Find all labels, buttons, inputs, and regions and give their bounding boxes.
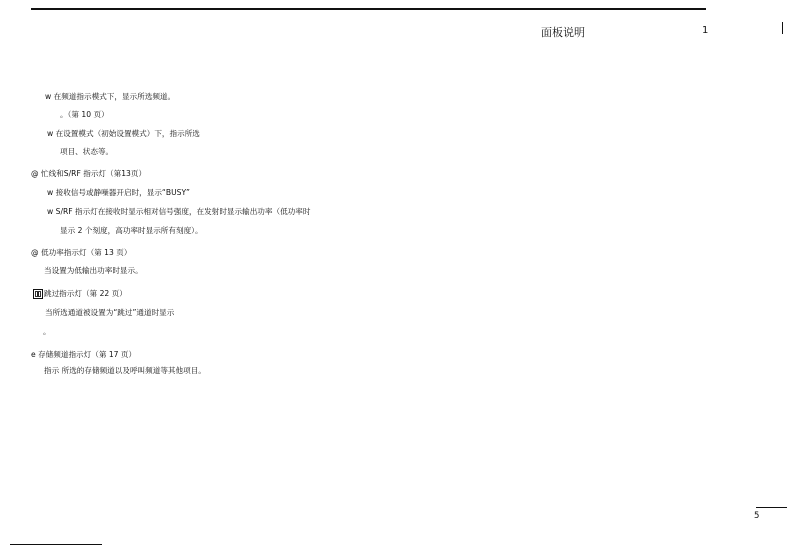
top-rule (31, 8, 706, 10)
body-line-items-status: 项目、状态等。 (60, 147, 114, 156)
body-line-skip-end: 。 (43, 327, 51, 336)
bottom-rule (10, 544, 102, 545)
page-number: 5 (754, 511, 760, 521)
page-header-number: 1 (702, 25, 709, 36)
section-heading-memory: e 存储频道指示灯（第 17 页） (31, 350, 137, 359)
body-line-srf: w S/RF 指示灯在接收时显示相对信号强度，在发射时显示输出功率（低功率时 (47, 207, 311, 216)
body-line-page-ref: 。（第 10 页） (60, 110, 109, 119)
section-heading-skip: 跳过指示灯（第 22 页） (44, 289, 127, 298)
footer-rule (756, 507, 787, 508)
body-line-channel-mode: w 在频道指示模式下，显示所选频道。 (45, 92, 176, 101)
page-header-title: 面板说明 (541, 26, 585, 39)
section-heading-busy-srf: @ 忙线和S/RF 指示灯（第13页） (31, 169, 147, 178)
skip-indicator-icon (33, 289, 43, 299)
body-line-low-power: 当设置为低输出功率时显示。 (44, 266, 143, 275)
body-line-busy: w 接收信号或静噪器开启时，显示“BUSY” (47, 188, 190, 197)
body-line-set-mode: w 在设置模式（初始设置模式）下，指示所选 (47, 129, 200, 138)
body-line-skip: 当所选通道被设置为“跳过”通道时显示 (45, 308, 175, 317)
section-heading-low-power: @ 低功率指示灯（第 13 页） (31, 248, 132, 257)
body-line-srf-scale: 显示 2 个刻度，高功率时显示所有刻度）。 (60, 226, 203, 235)
side-mark (782, 22, 783, 34)
body-line-memory: 指示 所选的存储频道以及呼叫频道等其他项目。 (44, 366, 206, 375)
